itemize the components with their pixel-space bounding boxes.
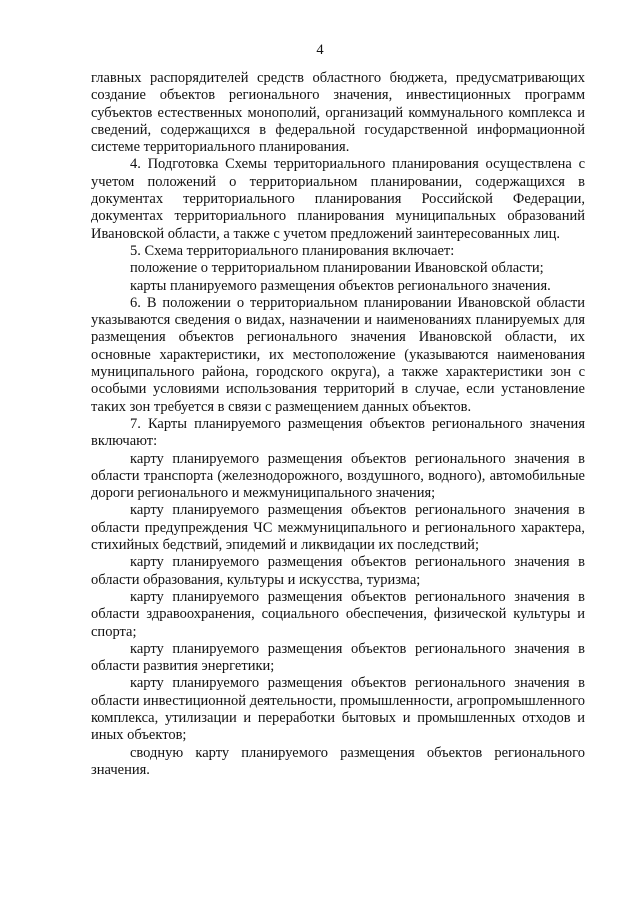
- page-number: 4: [316, 42, 324, 58]
- list-item-education-map: карту планируемого размещения объектов регионального значения в области образования, культуры и искусства, туризма;: [91, 554, 585, 588]
- list-item-emergency-map: карту планируемого размещения объектов регионального значения в области предупреждения ЧС межмуниципального и регионального характера, стихийных бедствий, эпидемий и ликвидации их последствий;: [91, 502, 585, 554]
- paragraph-item-4: 4. Подготовка Схемы территориального планирования осуществлена с учетом положений о территориальном планировании, содержащихся в документах территориального планирования Российской Федерации, документах территориального планирования муниципальных образований Ивановской области, а также с учетом предложений заинтересованных лиц.: [91, 156, 585, 242]
- list-item-healthcare-map: карту планируемого размещения объектов регионального значения в области здравоохранения, социального обеспечения, физической культуры и спорта;: [91, 588, 585, 640]
- paragraph-item-5: 5. Схема территориального планирования включает:: [130, 242, 455, 259]
- paragraph-continuation: главных распорядителей средств областного бюджета, предусматривающих создание объектов регионального значения, инвестиционных программ субъектов естественных монополий, организаций коммунального комплекса и сведений, содержащихся в федеральной государственной информационной системе территориального планирования.: [91, 70, 585, 156]
- list-item-transport-map: карту планируемого размещения объектов регионального значения в области транспорта (железнодорожного, воздушного, водного), автомобильные дороги регионального и межмуниципального значения;: [91, 450, 585, 502]
- list-item-summary-map: сводную карту планируемого размещения объектов регионального значения.: [91, 744, 585, 778]
- list-item-maps: карты планируемого размещения объектов регионального значения.: [130, 277, 551, 294]
- list-item-energy-map: карту планируемого размещения объектов регионального значения в области развития энергетики;: [91, 640, 585, 675]
- list-item-industry-map: карту планируемого размещения объектов регионального значения в области инвестиционной деятельности, промышленности, агропромышленного комплекса, утилизации и переработки бытовых и промышленных отходов и иных объектов;: [91, 675, 585, 744]
- paragraph-item-7: 7. Карты планируемого размещения объектов регионального значения включают:: [91, 415, 585, 450]
- paragraph-item-6: 6. В положении о территориальном планировании Ивановской области указываются сведения о видах, назначении и наименованиях планируемых для размещения объектов регионального значения Ивановской области, их основные характеристики, их местоположение (указываются наименования муниципального района, городского округа), а также характеристики зон с особыми условиями использования территорий в случае, если установление таких зон требуется в связи с размещением данных объектов.: [91, 294, 585, 415]
- list-item-regulation: положение о территориальном планировании Ивановской области;: [130, 260, 544, 277]
- document-body: [91, 70, 585, 779]
